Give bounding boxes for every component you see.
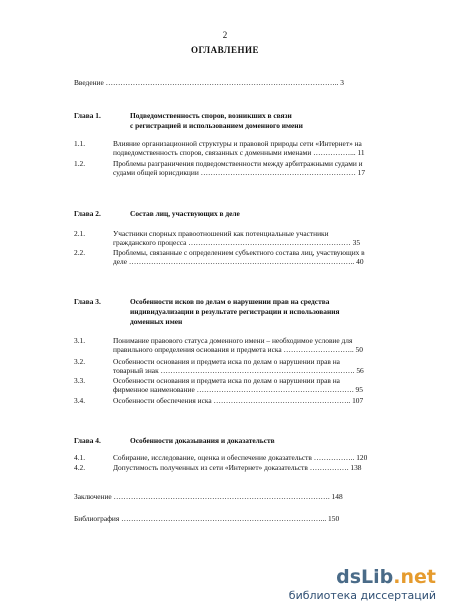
toc-item-text: Проблемы, связанные с определением субъектного состава лиц, участвующих в <box>113 248 365 257</box>
toc-item-num: 3.3. <box>74 376 86 385</box>
toc-item-num: 2.1. <box>74 229 86 238</box>
toc-item-text: Участники спорных правоотношений как потенциальные участники <box>113 229 329 238</box>
toc-item-text: судами общей юрисдикции ……………………………………………………… 17 <box>113 168 366 177</box>
page-title: ОГЛАВЛЕНИЕ <box>191 45 259 55</box>
toc-item-text: фирменное наименование ………………………………………………………. 95 <box>113 385 363 394</box>
chapter-1-title-line1: Подведомственность споров, возникших в связи <box>130 111 292 120</box>
watermark-logo <box>336 566 436 588</box>
toc-item-text: Собирание, исследование, оценка и обеспечение доказательств …………….. 120 <box>113 453 368 462</box>
chapter-1-label: Глава 1. <box>74 111 101 120</box>
toc-item-text: Особенности основания и предмета иска по делам о нарушении прав на <box>113 357 340 366</box>
toc-item-text: правильного определения основания и предмета иска ……………………….. 50 <box>113 345 363 354</box>
chapter-2-title-line1: Состав лиц, участвующих в деле <box>130 209 240 218</box>
toc-item-text: деле ……………………………………………………………………………….. 40 <box>113 257 364 266</box>
chapter-3-title-line2: индивидуализации в результате регистрации и использования <box>130 307 340 316</box>
chapter-2-label: Глава 2. <box>74 209 101 218</box>
page-number: 2 <box>222 30 228 40</box>
toc-item-num: 1.1. <box>74 139 86 148</box>
toc-bibliography: Библиография ………………………………………………………………………... 150 <box>74 514 340 523</box>
toc-item-num: 1.2. <box>74 159 86 168</box>
toc-item-text: Допустимость полученных из сети «Интернет» доказательств ……………. 138 <box>113 463 362 472</box>
chapter-1-title-line2: с регистрацией и использованием доменного имени <box>130 121 303 130</box>
toc-conclusion: Заключение ……………………………………………………………………………. 148 <box>74 492 343 501</box>
toc-item-num: 3.1. <box>74 336 86 345</box>
watermark-logo-main: dsLib <box>336 566 394 588</box>
toc-intro: Введение ………………………………………………………………………………….. 3 <box>74 78 344 87</box>
toc-item-num: 4.1. <box>74 453 86 462</box>
toc-item-num: 3.2. <box>74 357 86 366</box>
toc-item-text: Понимание правового статуса доменного имени – необходимое условие для <box>113 336 353 345</box>
chapter-3-title-line1: Особенности исков по делам о нарушении прав на средства <box>130 297 330 306</box>
chapter-3-label: Глава 3. <box>74 297 101 306</box>
watermark-subtitle: библиотека диссертаций <box>288 589 436 602</box>
toc-item-text: Влияние организационной структуры и правовой природы сети «Интернет» на <box>113 139 362 148</box>
chapter-4-label: Глава 4. <box>74 436 101 445</box>
chapter-3-title-line3: доменных имен <box>130 317 183 326</box>
toc-item-text: Особенности основания и предмета иска по делам о нарушении прав на <box>113 376 340 385</box>
toc-item-num: 3.4. <box>74 396 86 405</box>
toc-item-text: Особенности обеспечения иска ……………………………………………….. 107 <box>113 396 364 405</box>
toc-item-text: подведомственность споров, связанных с доменными именами ……………... 11 <box>113 148 365 157</box>
toc-item-num: 2.2. <box>74 248 86 257</box>
toc-item-text: гражданского процесса ………………………………………………………… 35 <box>113 238 361 247</box>
toc-item-num: 4.2. <box>74 463 86 472</box>
toc-item-text: товарный знак ……………………………………………………………………. 56 <box>113 366 364 375</box>
watermark-logo-domain: .net <box>393 566 436 588</box>
watermark <box>266 566 436 606</box>
toc-item-text: Проблемы разграничения подведомственности между арбитражными судами и <box>113 159 363 168</box>
chapter-4-title-line1: Особенности доказывания и доказательств <box>130 436 275 445</box>
